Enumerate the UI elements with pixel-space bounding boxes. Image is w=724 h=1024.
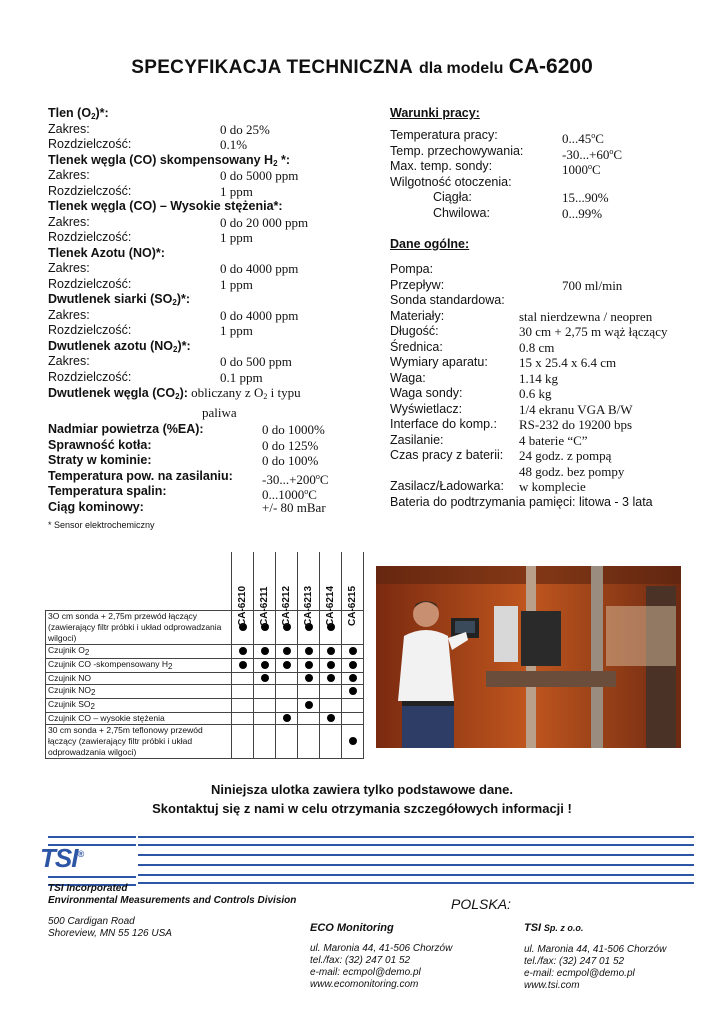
general-row bbox=[390, 340, 710, 356]
spec-no2-heading: Dwutlenek azotu $(NO_2)*$: bbox=[48, 338, 191, 354]
value-number: -30...+200 bbox=[262, 471, 316, 487]
humidity-label: Ciągła: bbox=[433, 190, 472, 204]
included-dot-icon bbox=[327, 714, 335, 722]
table-row bbox=[46, 713, 364, 725]
spec-no-heading: Tlenek Azotu (NO)*: bbox=[48, 245, 165, 260]
table-cell bbox=[254, 673, 276, 685]
model-column-header bbox=[254, 552, 276, 626]
general-row bbox=[390, 417, 710, 433]
degree-sign: o bbox=[315, 471, 320, 481]
model-column-header bbox=[276, 552, 298, 626]
spec-co-range: Zakres: 0 do 5000 ppm bbox=[48, 168, 299, 183]
table-cell bbox=[320, 685, 342, 699]
technician-photo-illustration bbox=[376, 566, 681, 748]
conditions-list bbox=[390, 128, 710, 190]
table-cell bbox=[232, 699, 254, 713]
value-number: 1000 bbox=[562, 162, 588, 177]
title-for: dla modelu bbox=[418, 60, 504, 77]
company-address bbox=[48, 883, 296, 940]
included-dot-icon bbox=[349, 737, 357, 745]
table-cell bbox=[276, 645, 298, 659]
included-dot-icon bbox=[261, 647, 269, 655]
spec-o2-resolution: Rozdzielczość: 0.1% bbox=[48, 137, 248, 152]
table-cell bbox=[254, 713, 276, 725]
model-column-header bbox=[232, 552, 254, 626]
included-dot-icon bbox=[349, 647, 357, 655]
notice-line2: Skontaktuj się z nami w celu otrzymania szczegółowych informacji ! bbox=[152, 801, 572, 816]
table-row bbox=[46, 699, 364, 713]
humidity-row bbox=[390, 190, 710, 206]
table-cell bbox=[276, 685, 298, 699]
included-dot-icon bbox=[305, 701, 313, 709]
notice-line1: Niniejsza ulotka zawiera tylko podstawowe dane. bbox=[211, 782, 513, 797]
value-number: -30...+60 bbox=[562, 146, 610, 162]
spec-extra-value: 0 do 1000% bbox=[262, 422, 325, 437]
general-row bbox=[390, 386, 710, 402]
tsipl-website-link[interactable]: www.tsi.com bbox=[524, 980, 580, 991]
general-value: 30 cm + 2,75 m wąż łączący bbox=[519, 324, 668, 339]
label-subscript: 2 bbox=[90, 688, 96, 697]
title-main: SPECYFIKACJA TECHNICZNA bbox=[131, 57, 413, 78]
label-text: Czujnik CO -skompensowany H bbox=[48, 659, 168, 669]
table-cell bbox=[276, 699, 298, 713]
company-street: 500 Cardigan Road bbox=[48, 916, 135, 927]
conditions-label: Wilgotność otoczenia: bbox=[390, 174, 512, 189]
table-cell bbox=[254, 725, 276, 759]
table-header-blank bbox=[46, 552, 232, 611]
included-dot-icon bbox=[327, 647, 335, 655]
included-dot-icon bbox=[327, 661, 335, 669]
general-label: Czas pracy z baterii: bbox=[390, 448, 504, 462]
value-number: 0...45 bbox=[562, 131, 592, 146]
spec-no2-resolution: Rozdzielczość: 0.1 ppm bbox=[48, 369, 263, 385]
general-row bbox=[390, 371, 710, 387]
table-cell bbox=[298, 725, 320, 759]
notice bbox=[0, 780, 724, 818]
value-unit: C bbox=[592, 162, 601, 177]
conditions-row bbox=[390, 128, 710, 144]
spec-extra-label: Temperatura pow. na zasilaniu: bbox=[48, 468, 233, 483]
spec-so2-range: Zakres: 0 do 4000 ppm bbox=[48, 307, 299, 323]
spec-extra-label: Sprawność kotła: bbox=[48, 437, 152, 452]
value-unit: C bbox=[595, 131, 604, 146]
tsipl-name: TSI bbox=[524, 922, 542, 934]
general-row bbox=[390, 464, 710, 480]
spec-extra-label: Nadmiar powietrza (%EA): bbox=[48, 422, 204, 436]
value-unit: C bbox=[308, 487, 317, 502]
conditions-label: Temperatura pracy: bbox=[390, 128, 498, 142]
spec-extra-label: Straty w kominie: bbox=[48, 453, 152, 467]
tsi-logo: TSI® bbox=[40, 843, 84, 873]
included-dot-icon bbox=[349, 661, 357, 669]
included-dot-icon bbox=[349, 674, 357, 682]
tsipl-street: ul. Maronia 44, 41-506 Chorzów bbox=[524, 944, 667, 955]
table-cell bbox=[254, 659, 276, 673]
company-division: Environmental Measurements and Controls Division bbox=[48, 895, 297, 906]
general-value: 4 baterie “C” bbox=[519, 432, 588, 448]
table-header-row bbox=[46, 552, 364, 611]
spec-o2-heading: Tlen $(O_2)*$: bbox=[48, 106, 109, 121]
table-row-label bbox=[46, 685, 232, 699]
general-label: Zasilanie: bbox=[390, 432, 444, 447]
table-cell bbox=[232, 725, 254, 759]
degree-sign: o bbox=[609, 146, 614, 156]
spec-cohigh-heading: Tlenek węgla (CO) – Wysokie stężenia*: bbox=[48, 199, 283, 213]
general-value: 15 x 25.4 x 6.4 cm bbox=[519, 355, 617, 370]
general-value: w komplecie bbox=[519, 479, 586, 494]
spec-extra-value: 0 do 100% bbox=[262, 453, 319, 468]
general-row bbox=[390, 324, 710, 340]
table-cell bbox=[276, 673, 298, 685]
table-cell bbox=[342, 685, 364, 699]
eco-website-link[interactable]: www.ecomonitoring.com bbox=[310, 979, 419, 990]
table-cell bbox=[232, 685, 254, 699]
conditions-title: Warunki pracy: bbox=[390, 106, 480, 120]
table-cell bbox=[298, 713, 320, 725]
table-cell bbox=[342, 713, 364, 725]
included-dot-icon bbox=[283, 661, 291, 669]
table-cell bbox=[342, 673, 364, 685]
value-unit: C bbox=[319, 471, 329, 487]
included-dot-icon bbox=[261, 661, 269, 669]
general-battery: Bateria do podtrzymania pamięci: litowa - 3 lata bbox=[390, 494, 653, 509]
label-subscript: 2 bbox=[90, 702, 95, 711]
model-name: CA-6212 bbox=[280, 585, 292, 626]
general-value: 48 godz. bez pompy bbox=[519, 463, 625, 479]
company-city: Shoreview, MN 55 126 USA bbox=[48, 928, 172, 939]
eco-name: ECO Monitoring bbox=[310, 922, 394, 934]
general-label: Waga sondy: bbox=[390, 386, 463, 400]
general-label: Długość: bbox=[390, 324, 439, 338]
spec-no2-range: Zakres: 0 do 500 ppm bbox=[48, 354, 292, 369]
conditions-humidity-list bbox=[390, 190, 710, 221]
table-row-label: Czujnik NO bbox=[46, 673, 232, 685]
included-dot-icon bbox=[305, 661, 313, 669]
general-row bbox=[390, 309, 710, 325]
label-text: Czujnik NO bbox=[48, 685, 91, 695]
spec-extra-row bbox=[48, 469, 378, 485]
eco-email[interactable]: e-mail: ecmpol@demo.pl bbox=[310, 967, 421, 978]
humidity-row bbox=[390, 206, 710, 222]
spec-so2-heading: Dwutlenek siarki $(SO_2)*$: bbox=[48, 292, 191, 307]
conditions-label: Temp. przechowywania: bbox=[390, 143, 524, 158]
table-cell bbox=[342, 645, 364, 659]
tsipl-tel: tel./fax: (32) 247 01 52 bbox=[524, 956, 625, 967]
table-cell bbox=[298, 685, 320, 699]
eco-monitoring-contact bbox=[310, 922, 452, 991]
degree-sign: o bbox=[304, 487, 309, 496]
spec-extra-row bbox=[48, 500, 378, 516]
table-cell bbox=[254, 699, 276, 713]
spec-cohigh-resolution: Rozdzielczość: 1 ppm bbox=[48, 230, 253, 245]
model-table bbox=[45, 552, 364, 759]
table-cell bbox=[232, 673, 254, 685]
label-subscript: 2 bbox=[84, 648, 90, 657]
table-cell bbox=[298, 645, 320, 659]
model-name: CA-6215 bbox=[346, 585, 358, 626]
general-row bbox=[390, 479, 710, 495]
general-label: Interface do komp.: bbox=[390, 417, 498, 431]
product-photo bbox=[376, 566, 681, 748]
table-cell bbox=[254, 645, 276, 659]
humidity-value: 0...99% bbox=[562, 205, 603, 221]
general-row bbox=[390, 355, 710, 371]
footnote: * Sensor elektrochemiczny bbox=[48, 520, 155, 530]
degree-sign: o bbox=[588, 162, 592, 171]
general-value: 0.8 cm bbox=[519, 339, 555, 355]
table-cell bbox=[232, 645, 254, 659]
table-cell bbox=[254, 685, 276, 699]
spec-extra-label: Ciąg kominowy: bbox=[48, 499, 144, 514]
general-value: 24 godz. z pompą bbox=[519, 448, 612, 463]
conditions-row bbox=[390, 159, 710, 175]
included-dot-icon bbox=[305, 647, 313, 655]
table-row bbox=[46, 673, 364, 685]
model-column-header bbox=[320, 552, 342, 626]
general-label: Zasilacz/Ładowarka: bbox=[390, 479, 504, 493]
general-label: Wymiary aparatu: bbox=[390, 355, 488, 369]
model-name: CA-6210 bbox=[236, 585, 248, 626]
table-row-label: 3O cm sonda + 2,75m przewód łączący (zawierający filtr próbki i układ odprowadzania wilgoci) bbox=[46, 611, 232, 645]
included-dot-icon bbox=[283, 647, 291, 655]
general-value: 1.14 kg bbox=[519, 370, 558, 386]
title-model: CA-6200 bbox=[508, 55, 593, 78]
tsi-poland-contact bbox=[524, 922, 666, 992]
general-label: Waga: bbox=[390, 370, 426, 385]
spec-left-column bbox=[48, 106, 378, 515]
company-name: TSI Incorporated bbox=[48, 883, 128, 894]
included-dot-icon bbox=[239, 661, 247, 669]
spec-co-resolution: Rozdzielczość: 1 ppm bbox=[48, 183, 253, 199]
table-row-label: 30 cm sonda + 2,75m teflonowy przewód łączący (zawierający filtr próbki i układ odprowadzania wilgoci) bbox=[46, 725, 232, 759]
spec-extra-value: 0 do 125% bbox=[262, 437, 319, 453]
spec-extra-row bbox=[48, 422, 378, 438]
table-cell bbox=[276, 713, 298, 725]
general-label: Średnica: bbox=[390, 339, 443, 354]
spec-no-range: Zakres: 0 do 4000 ppm bbox=[48, 261, 299, 276]
general-value: RS-232 do 19200 bps bbox=[519, 417, 633, 432]
table-cell bbox=[320, 645, 342, 659]
spec-cohigh-range: Zakres: 0 do 20 000 ppm bbox=[48, 214, 309, 230]
table-cell bbox=[298, 659, 320, 673]
included-dot-icon bbox=[261, 674, 269, 682]
general-label: Wyświetlacz: bbox=[390, 401, 463, 416]
included-dot-icon bbox=[305, 674, 313, 682]
table-row-label: Czujnik CO – wysokie stężenia bbox=[46, 713, 232, 725]
value-number: 0...1000 bbox=[262, 487, 305, 502]
spec-right-column bbox=[390, 106, 710, 510]
table-cell bbox=[298, 699, 320, 713]
table-row bbox=[46, 611, 364, 645]
spec-o2-range: Zakres: 0 do 25% bbox=[48, 121, 270, 137]
included-dot-icon bbox=[239, 647, 247, 655]
spec-extra-value: +/- 80 mBar bbox=[262, 499, 326, 515]
table-row bbox=[46, 725, 364, 759]
value-unit: C bbox=[613, 146, 623, 162]
label-text: Czujnik SO bbox=[48, 699, 91, 709]
tsipl-email[interactable]: e-mail: ecmpol@demo.pl bbox=[524, 968, 635, 979]
table-cell bbox=[320, 725, 342, 759]
degree-sign: o bbox=[591, 131, 596, 140]
eco-tel: tel./fax: (32) 247 01 52 bbox=[310, 955, 411, 966]
table-row bbox=[46, 685, 364, 699]
model-column-header bbox=[342, 552, 364, 626]
included-dot-icon bbox=[349, 687, 357, 695]
conditions-row bbox=[390, 175, 710, 191]
table-cell bbox=[320, 713, 342, 725]
table-cell bbox=[232, 659, 254, 673]
general-row bbox=[390, 448, 710, 464]
spec-so2-resolution: Rozdzielczość: 1 ppm bbox=[48, 323, 253, 338]
general-pump: Pompa: bbox=[390, 262, 434, 276]
table-cell bbox=[342, 659, 364, 673]
general-row bbox=[390, 433, 710, 449]
included-dot-icon bbox=[283, 714, 291, 722]
logo-stripes-right bbox=[138, 836, 694, 884]
table-row bbox=[46, 659, 364, 673]
model-name: CA-6213 bbox=[302, 585, 314, 626]
eco-street: ul. Maronia 44, 41-506 Chorzów bbox=[310, 943, 453, 954]
general-value: 0.6 kg bbox=[519, 386, 552, 401]
spec-extra-row bbox=[48, 484, 378, 500]
label-text: Czujnik O bbox=[48, 645, 85, 655]
spec-extra-row bbox=[48, 438, 378, 454]
table-cell bbox=[342, 699, 364, 713]
spec-extra-label: Temperatura spalin: bbox=[48, 484, 167, 498]
table-cell bbox=[320, 699, 342, 713]
spec-extra-list bbox=[48, 422, 378, 515]
general-value: 1/4 ekranu VGA B/W bbox=[519, 401, 633, 417]
spec-extra-row bbox=[48, 453, 378, 469]
tsipl-suffix: Sp. z o.o. bbox=[543, 923, 584, 933]
general-row bbox=[390, 402, 710, 418]
general-list bbox=[390, 309, 710, 495]
humidity-value: 15...90% bbox=[562, 190, 609, 205]
general-title: Dane ogólne: bbox=[390, 237, 470, 251]
table-cell bbox=[320, 659, 342, 673]
table-row bbox=[46, 645, 364, 659]
table-cell bbox=[342, 725, 364, 759]
conditions-label: Max. temp. sondy: bbox=[390, 159, 493, 173]
conditions-row bbox=[390, 144, 710, 160]
general-label: Materiały: bbox=[390, 308, 445, 323]
model-column-header bbox=[298, 552, 320, 626]
general-value: stal nierdzewna / neopren bbox=[519, 308, 653, 324]
model-name: CA-6214 bbox=[324, 585, 336, 626]
table-cell bbox=[276, 659, 298, 673]
spec-no-resolution: Rozdzielczość: 1 ppm bbox=[48, 276, 253, 292]
general-flow: Przepływ: 700 ml/min bbox=[390, 277, 623, 293]
general-probe: Sonda standardowa: bbox=[390, 293, 505, 307]
model-name: CA-6211 bbox=[258, 586, 270, 626]
table-cell bbox=[320, 673, 342, 685]
page-title bbox=[0, 55, 724, 79]
humidity-label: Chwilowa: bbox=[433, 205, 490, 220]
label-subscript: 2 bbox=[167, 662, 173, 671]
spec-co-heading: Tlenek węgla (CO) skompensowany $H_2$ *: bbox=[48, 152, 291, 168]
included-dot-icon bbox=[327, 674, 335, 682]
table-row-label bbox=[46, 645, 232, 659]
table-row-label bbox=[46, 699, 232, 713]
polska-label: POLSKA: bbox=[451, 896, 511, 912]
table-cell bbox=[298, 673, 320, 685]
spec-co2: Dwutlenek węgla $(CO_2)$: obliczany z $O_2$ i typu paliwa bbox=[48, 385, 301, 420]
table-cell bbox=[232, 713, 254, 725]
table-row-label bbox=[46, 659, 232, 673]
table-cell bbox=[276, 725, 298, 759]
